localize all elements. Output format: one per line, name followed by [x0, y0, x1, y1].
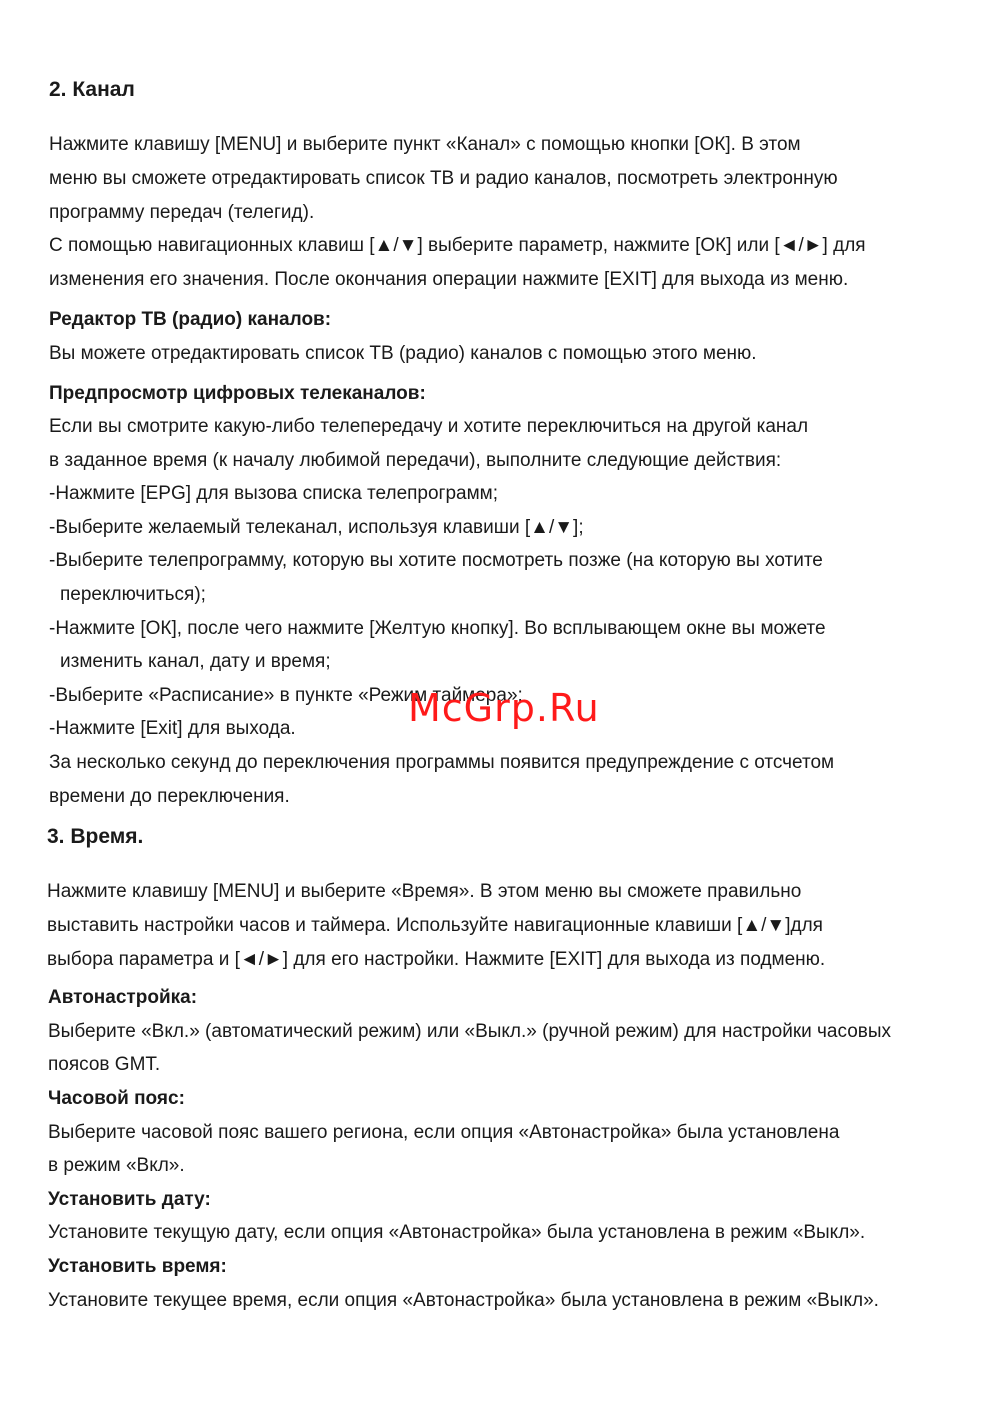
paragraph-line: Установите текущее время, если опция «Автонастройка» была установлена в режим «Выкл».	[48, 1290, 879, 1311]
subheading-preview: Предпросмотр цифровых телеканалов:	[49, 383, 426, 404]
paragraph-line: Если вы смотрите какую-либо телепередачу и хотите переключиться на другой канал	[49, 416, 809, 437]
subheading-auto: Автонастройка:	[48, 987, 198, 1008]
paragraph-line: Нажмите клавишу [MENU] и выберите пункт «Канал» с помощью кнопки [ОК]. В этом	[49, 134, 801, 155]
paragraph-line: Выберите «Вкл.» (автоматический режим) или «Выкл.» (ручной режим) для настройки часовых	[48, 1021, 892, 1042]
list-item: -Нажмите [EPG] для вызова списка телепрограмм;	[49, 483, 499, 504]
paragraph-line: времени до переключения.	[49, 786, 290, 807]
list-item: -Выберите желаемый телеканал, используя клавиши [▲/▼];	[49, 517, 584, 538]
subheading-time: Установить время:	[48, 1256, 227, 1277]
paragraph-line: в заданное время (к началу любимой передачи), выполните следующие действия:	[49, 450, 782, 471]
paragraph-line: Выберите часовой пояс вашего региона, если опция «Автонастройка» была установлена	[48, 1122, 840, 1143]
paragraph-line: изменения его значения. После окончания операции нажмите [EXIT] для выхода из меню.	[49, 269, 849, 290]
subheading-editor: Редактор ТВ (радио) каналов:	[49, 309, 332, 330]
paragraph-line: выбора параметра и [◄/►] для его настройки. Нажмите [EXIT] для выхода из подменю.	[47, 949, 826, 970]
paragraph-line: С помощью навигационных клавиш [▲/▼] выберите параметр, нажмите [ОК] или [◄/►] для	[49, 235, 866, 256]
list-item-continuation: переключиться);	[60, 584, 206, 605]
watermark: McGrp.Ru	[408, 686, 600, 730]
paragraph-line: выставить настройки часов и таймера. Используйте навигационные клавиши [▲/▼]для	[47, 915, 823, 936]
paragraph-line: За несколько секунд до переключения программы появится предупреждение с отсчетом	[49, 752, 835, 773]
paragraph-line: Вы можете отредактировать список ТВ (радио) каналов с помощью этого меню.	[49, 343, 757, 364]
subheading-date: Установить дату:	[48, 1189, 211, 1210]
list-item-continuation: изменить канал, дату и время;	[60, 651, 331, 672]
list-item: -Нажмите [ОК], после чего нажмите [Желтую кнопку]. Во всплывающем окне вы можете	[49, 618, 826, 639]
list-item: -Нажмите [Exit] для выхода.	[49, 718, 296, 739]
section-heading-kanal: 2. Канал	[49, 78, 135, 101]
list-item: -Выберите «Расписание» в пункте «Режим таймера»;	[49, 685, 523, 706]
paragraph-line: программу передач (телегид).	[49, 202, 315, 223]
paragraph-line: Установите текущую дату, если опция «Автонастройка» была установлена в режим «Выкл».	[48, 1222, 866, 1243]
paragraph-line: в режим «Вкл».	[48, 1155, 185, 1176]
paragraph-line: поясов GMT.	[48, 1054, 161, 1075]
paragraph-line: меню вы сможете отредактировать список ТВ и радио каналов, посмотреть электронную	[49, 168, 838, 189]
list-item: -Выберите телепрограмму, которую вы хотите посмотреть позже (на которую вы хотите	[49, 550, 823, 571]
section-heading-vremya: 3. Время.	[47, 825, 144, 848]
subheading-timezone: Часовой пояс:	[48, 1088, 185, 1109]
paragraph-line: Нажмите клавишу [MENU] и выберите «Время». В этом меню вы сможете правильно	[47, 881, 802, 902]
